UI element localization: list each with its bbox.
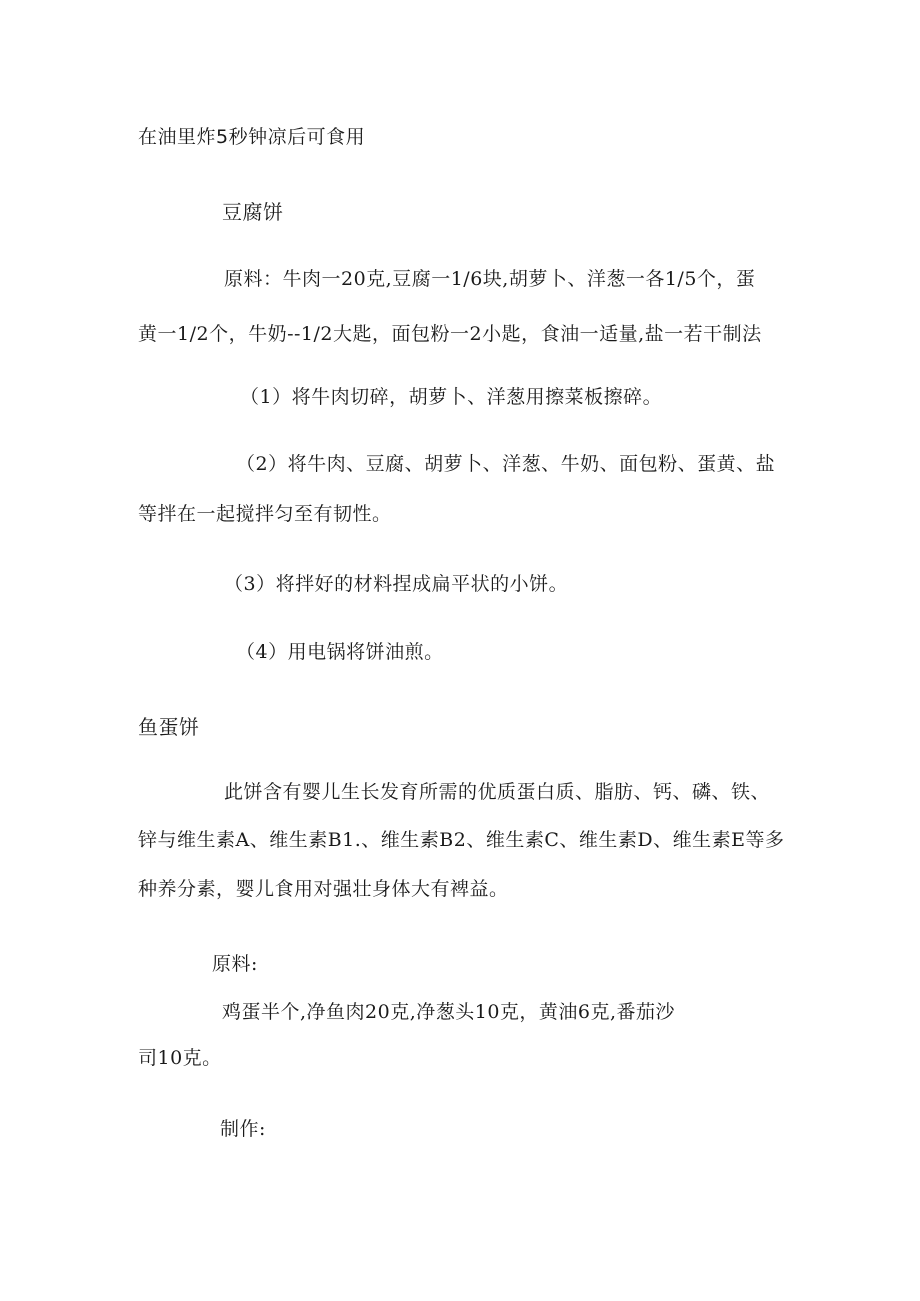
tofu-cake-ingredients-line1: 原料：牛肉一20克,豆腐一1/6块,胡萝卜、洋葱一各1/5个，蛋 bbox=[224, 268, 756, 290]
fish-egg-cake-ingredients-label: 原料: bbox=[212, 953, 258, 975]
tofu-cake-step2-line1: （2）将牛肉、豆腐、胡萝卜、洋葱、牛奶、面包粉、蛋黄、盐 bbox=[236, 453, 776, 475]
tofu-cake-step2-line2: 等拌在一起搅拌匀至有韧性。 bbox=[138, 503, 392, 525]
fish-egg-cake-desc-line1: 此饼含有婴儿生长发育所需的优质蛋白质、脂肪、钙、磷、铁、 bbox=[224, 781, 771, 803]
fish-egg-cake-ingredients-line1: 鸡蛋半个,净鱼肉20克,净葱头10克，黄油6克,番茄沙 bbox=[222, 1001, 676, 1023]
tofu-cake-title: 豆腐饼 bbox=[222, 200, 284, 224]
tofu-cake-step3: （3）将拌好的材料捏成扁平状的小饼。 bbox=[224, 573, 569, 595]
fish-egg-cake-desc-line3: 种养分素，婴儿食用对强壮身体大有裨益。 bbox=[138, 878, 509, 900]
fish-egg-cake-method-label: 制作: bbox=[220, 1118, 266, 1140]
tofu-cake-step1: （1）将牛肉切碎，胡萝卜、洋葱用擦菜板擦碎。 bbox=[240, 386, 663, 408]
fish-egg-cake-title: 鱼蛋饼 bbox=[138, 715, 200, 739]
intro-line: 在油里炸5秒钟凉后可食用 bbox=[138, 126, 366, 148]
tofu-cake-step4: （4）用电锅将饼油煎。 bbox=[236, 641, 444, 663]
fish-egg-cake-ingredients-line2: 司10克。 bbox=[138, 1047, 222, 1069]
fish-egg-cake-desc-line2: 锌与维生素A、维生素B1.、维生素B2、维生素C、维生素D、维生素E等多 bbox=[138, 829, 785, 851]
tofu-cake-ingredients-line2: 黄一1/2个，牛奶--1/2大匙，面包粉一2小匙，食油一适量,盐一若干制法 bbox=[138, 323, 762, 345]
